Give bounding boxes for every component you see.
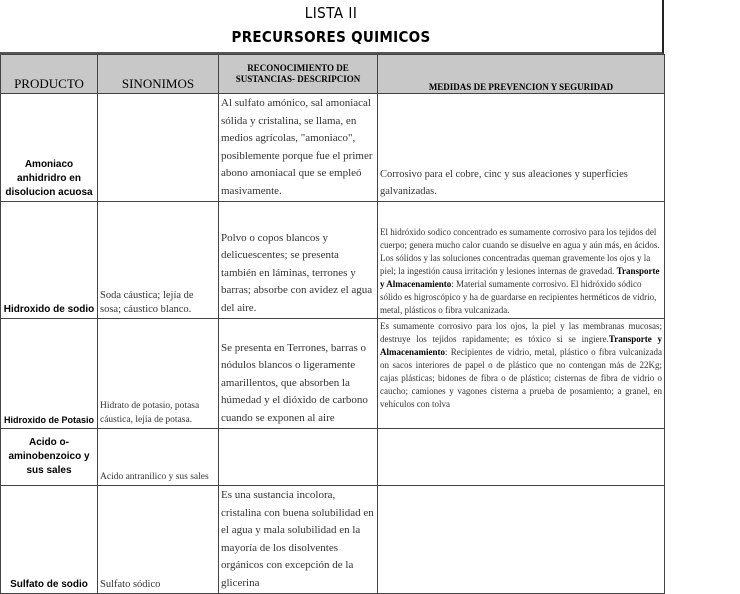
title-block [0,0,664,54]
cell-descripcion: Se presenta en Terrones, barras o nódulos blancos o ligeramente amarillentos, que absorben la húmedad y el dióxido de carbono cuando se exponen al aire [219,319,378,429]
medidas-text: Es sumamente corrosivo para los ojos, la piel y las membranas mucosas; destruye los tejidos rapidamente; es tóxico si se ingiere. [380,321,662,344]
table-row [1,202,665,319]
cell-descripcion: Polvo o copos blancos y delicuescentes; se presenta también en láminas, terrones y barras; absorbe con avidez el agua del aire. [219,202,378,319]
cell-medidas [378,486,665,594]
cell-sinonimos [98,94,219,202]
precursors-table [0,54,665,594]
cell-medidas [378,202,665,319]
header-producto: PRODUCTO [1,55,98,94]
cell-producto: Acido o-aminobenzoico y sus sales [1,429,98,486]
cell-descripcion: Al sulfato amónico, sal amoniacal sólida y cristalina, se llama, en medios agrícolas, "amoniaco", posiblemente porque fue el primer abono amoniacal que se empleó masivamente. [219,94,378,202]
header-descripcion: RECONOCIMIENTO DE SUSTANCIAS- DESCRIPCION [219,55,378,94]
medidas-bold: Transporte y Almacenamiento [380,334,662,357]
cell-sinonimos: Soda cáustica; lejía de sosa; cáustico blanco. [98,202,219,319]
header-sinonimos: SINONIMOS [98,55,219,94]
cell-producto: Sulfato de sodio [1,486,98,594]
medidas-text: : Material sumamente corrosivo. El hidróxido sódico sólido es higroscópico y ha de guardarse en recipientes herméticos de vidrio, metal, plásticos o fibra vulcanizada. [380,279,657,315]
cell-medidas [378,429,665,486]
title-line2: PRECURSORES QUIMICOS [231,28,431,46]
table-row [1,94,665,202]
medidas-text: El hidróxido sodico concentrado es sumamente corrosivo para los tejidos del cuerpo; genera mucho calor cuando se disuelve en agua y aún más, en ácidos. Los sólidos y las soluciones concentradas queman gravemente los ojos y la piel; la ingestión causa irritación y lesiones internas de gravedad. [380,227,660,276]
cell-medidas [378,319,665,429]
cell-sinonimos: Acido antranilico y sus sales [98,429,219,486]
table-row [1,319,665,429]
title-line1: LISTA II [304,4,358,22]
header-medidas: MEDIDAS DE PREVENCION Y SEGURIDAD [378,55,665,94]
cell-sinonimos: Sulfato sódico [98,486,219,594]
medidas-bold: Transporte y Almacenamiento [380,266,660,289]
cell-medidas: Corrosivo para el cobre, cinc y sus aleaciones y superficies galvanizadas. [378,94,665,202]
cell-producto: Amoniaco anhidridro en disolucion acuosa [1,94,98,202]
table-row [1,486,665,594]
medidas-text: : Recipientes de vidrio, metal, plástico o fibra vulcanizada on sacos interiores de papel o de plástico que no contengan más de 22Kg; cajas plásticas; bidones de fibra o de plástico; cisternas de fibra de vidrio o caucho; camiones y vagones cisterna a prueba de posamiento; a granel, en vehículos con tolva [380,347,662,409]
cell-descripcion [219,429,378,486]
table-row [1,429,665,486]
cell-descripcion: Es una sustancia incolora, cristalina con buena solubilidad en el agua y mala solubilidad en la mayoría de los disolventes orgánicos con excepción de la glicerina [219,486,378,594]
header-row [1,55,665,94]
cell-producto: Hidroxido de sodio [1,202,98,319]
cell-sinonimos: Hidrato de potasio, potasa cáustica, lejía de potasa. [98,319,219,429]
cell-producto: Hidroxido de Potasio [1,319,98,429]
